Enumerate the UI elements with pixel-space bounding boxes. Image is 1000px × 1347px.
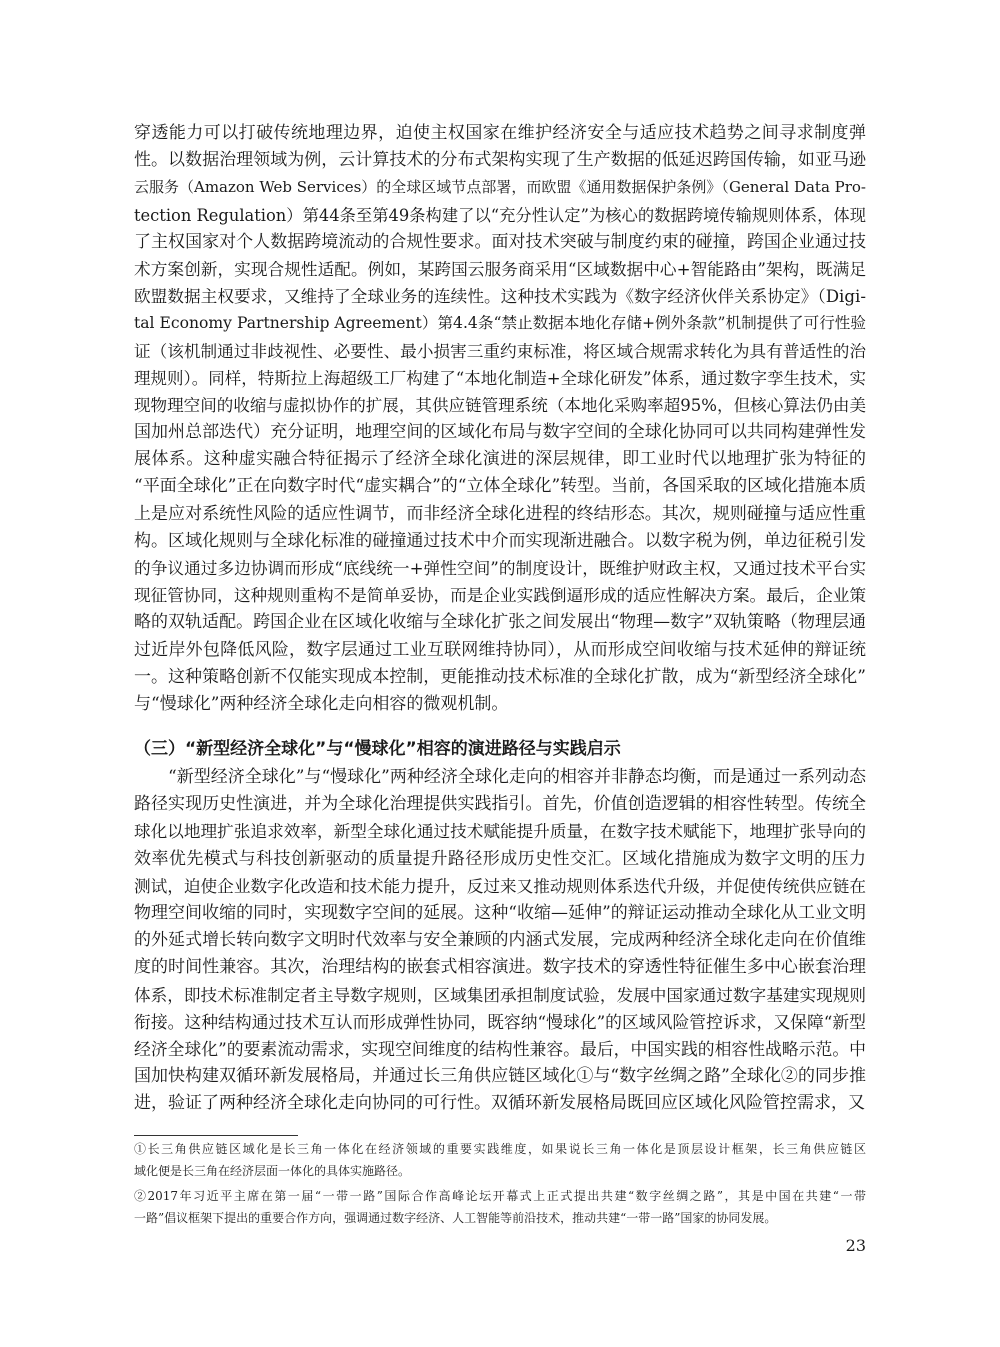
text-line: tal Economy Partnership Agreement）第4.4条“禁止数据本地化存储+例外条款”机制提供了可行性验: [134, 314, 866, 333]
text-line: 欧盟数据主权要求，又维持了全球业务的连续性。这种技术实践为《数字经济伙伴关系协定》（Digi-: [134, 287, 866, 307]
text-line: 一。这种策略创新不仅能实现成本控制，更能推动技术标准的全球化扩散，成为“新型经济全球化”: [134, 666, 866, 687]
footnote-line: ①长三角供应链区域化是长三角一体化在经济领域的重要实践维度，如果说长三角一体化是顶层设计框架，长三角供应链区: [134, 1142, 866, 1156]
text-line: 体系，即技术标准制定者主导数字规则，区域集团承担制度试验，发展中国家通过数字基建实现规则: [134, 985, 866, 1005]
footnote-1: [134, 1138, 866, 1182]
text-line: 证（该机制通过非歧视性、必要性、最小损害三重约束标准，将区域合规需求转化为具有普适性的治: [134, 341, 866, 361]
body-paragraph-top: [134, 120, 866, 718]
text-line: 构。区域化规则与全球化标准的碰撞通过技术中介而实现渐进融合。以数字税为例，单边征税引发: [134, 530, 866, 551]
text-line: “平面全球化”正在向数字时代“虚实耦合”的“立体全球化”转型。当前，各国采取的区域化措施本质: [134, 476, 867, 497]
text-line: 衔接。这种结构通过技术互认而形成弹性协同，既容纳“慢球化”的区域风险管控诉求，又保障“新型: [134, 1011, 866, 1032]
footnote-2: [134, 1185, 866, 1229]
text-line: 穿透能力可以打破传统地理边界，迫使主权国家在维护经济安全与适应技术趋势之间寻求制度弹: [134, 123, 866, 143]
text-line: 路径实现历史性演进，并为全球化治理提供实践指引。首先，价值创造逻辑的相容性转型。传统全: [134, 794, 866, 815]
text-line: 物理空间收缩的同时，实现数字空间的延展。这种“收缩—延伸”的辩证运动推动全球化从工业文明: [134, 902, 866, 923]
text-line: “新型经济全球化”与“慢球化”两种经济全球化走向的相容并非静态均衡，而是通过一系列动态: [134, 767, 866, 787]
text-line: 理规则）。同样，特斯拉上海超级工厂构建了“本地化制造+全球化研发”体系，通过数字孪生技术，实: [134, 368, 866, 388]
text-line: 球化以地理扩张追求效率，新型全球化通过技术赋能提升质量，在数字技术赋能下，地理扩张导向的: [134, 822, 866, 842]
text-line: 云服务（Amazon Web Services）的全球区域节点部署，而欧盟《通用数据保护条例》（General Data Pro-: [134, 178, 866, 197]
text-line: 国加快构建双循环新发展格局，并通过长三角供应链区域化①与“数字丝绸之路”全球化②的同步推: [134, 1066, 866, 1087]
text-line: 展体系。这种虚实融合特征揭示了经济全球化演进的深层规律，即工业时代以地理扩张为特征的: [134, 449, 866, 470]
text-line: 的争议通过多边协调而形成“底线统一+弹性空间”的制度设计，既维护财政主权，又通过技术平台实: [134, 559, 866, 578]
footnote-line: 域化便是长三角在经济层面一体化的具体实施路径。: [134, 1164, 411, 1178]
text-line: 上是应对系统性风险的适应性调节，而非经济全球化进程的终结形态。其次，规则碰撞与适应性重: [134, 503, 866, 524]
page-number: 23: [845, 1236, 866, 1255]
text-line: 经济全球化”的要素流动需求，实现空间维度的结构性兼容。最后，中国实践的相容性战略示范。中: [134, 1038, 866, 1059]
text-line: 略的双轨适配。跨国企业在区域化收缩与全球化扩张之间发展出“物理—数字”双轨策略（物理层通: [134, 612, 866, 633]
section-heading: （三）“新型经济全球化”与“慢球化”相容的演进路径与实践启示: [134, 739, 621, 759]
text-line: 效率优先模式与科技创新驱动的质量提升路径形成历史性交汇。区域化措施成为数字文明的压力: [134, 848, 866, 869]
text-line: 过近岸外包降低风险，数字层通过工业互联网维持协同），从而形成空间收缩与技术延伸的辩证统: [134, 639, 866, 660]
text-line: 进，验证了两种经济全球化走向协同的可行性。双循环新发展格局既回应区域化风险管控需求，又: [134, 1093, 865, 1114]
text-line: 度的时间性兼容。其次，治理结构的嵌套式相容演进。数字技术的穿透性特征催生多中心嵌套治理: [134, 957, 866, 978]
text-line: 的外延式增长转向数字文明时代效率与安全兼顾的内涵式发展，完成两种经济全球化走向在价值维: [134, 930, 866, 951]
text-line: 测试，迫使企业数字化改造和技术能力提升，反过来又推动规则体系迭代升级，并促使传统供应链在: [134, 876, 866, 896]
footnote-line: ②2017年习近平主席在第一届“一带一路”国际合作高峰论坛开幕式上正式提出共建“数字丝绸之路”，其是中国在共建“一带: [134, 1189, 866, 1203]
text-line: 现征管协同，这种规则重构不是简单妥协，而是企业实践倒逼形成的适应性解决方案。最后，企业策: [134, 586, 866, 606]
footnote-line: 一路”倡议框架下提出的重要合作方向，强调通过数字经济、人工智能等前沿技术，推动共建“一带一路”国家的协同发展。: [134, 1211, 777, 1225]
body-paragraph-bottom: [134, 764, 866, 1117]
text-line: 现物理空间的收缩与虚拟协作的扩展，其供应链管理系统（本地化采购率超95%，但核心算法仍由美: [134, 395, 866, 415]
text-line: 与“慢球化”两种经济全球化走向相容的微观机制。: [134, 693, 509, 714]
footnote-rule: [134, 1135, 298, 1136]
text-line: 术方案创新，实现合规性适配。例如，某跨国云服务商采用“区域数据中心+智能路由”架构，既满足: [134, 259, 866, 279]
text-line: 性。以数据治理领域为例，云计算技术的分布式架构实现了生产数据的低延迟跨国传输，如亚马逊: [134, 150, 866, 171]
text-line: 了主权国家对个人数据跨境流动的合规性要求。面对技术突破与制度约束的碰撞，跨国企业通过技: [134, 231, 866, 252]
text-line: tection Regulation）第44条至第49条构建了以“充分性认定”为核心的数据跨境传输规则体系，体现: [134, 205, 866, 225]
text-line: 国加州总部迭代）充分证明，地理空间的区域化布局与数字空间的全球化协同可以共同构建弹性发: [134, 422, 866, 443]
